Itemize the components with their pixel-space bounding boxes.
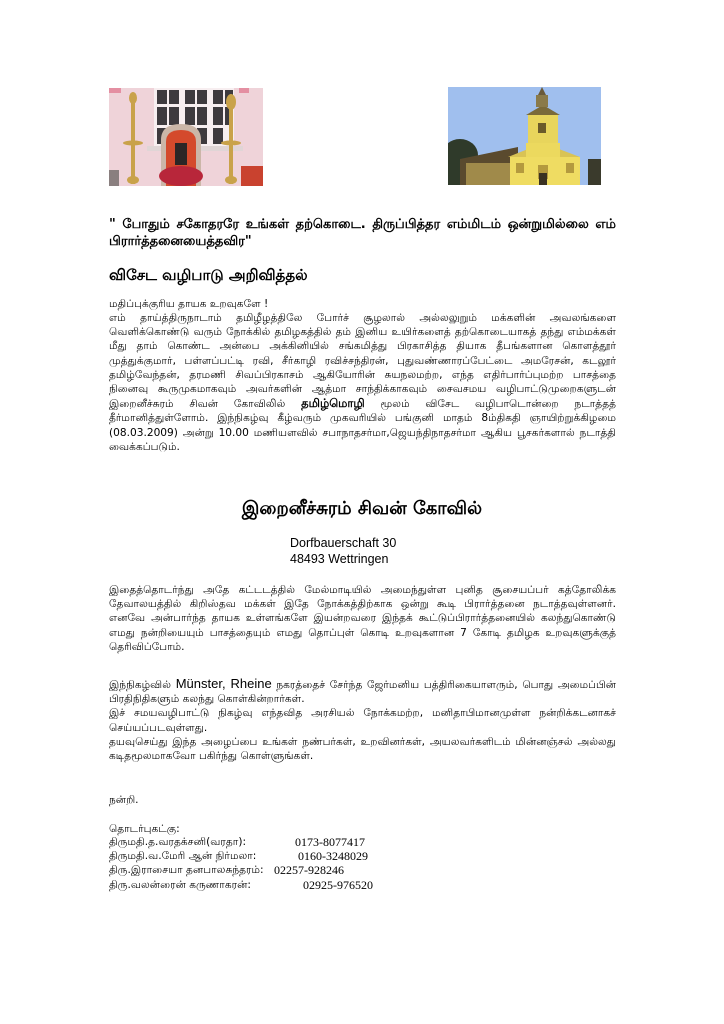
thanks-text: நன்றி.	[109, 794, 139, 806]
temple-shrine-image	[109, 88, 263, 186]
paragraph-text: நகரத்தைச் சேர்ந்த ஜேர்மனிய பத்திரிகையாளரும், பொது அமைப்பின் பிரதிநிதிகளும் கலந்து கொள்கின்றார்கள்.	[109, 679, 616, 706]
contact-name: திரு.வலன்ரைன் கருணாகரன்:	[109, 878, 251, 891]
paragraph-text: தயவுசெய்து இந்த அழைப்பை உங்கள் நண்பர்கள், உறவினர்கள், அயலவர்களிடம் மின்னஞ்சல் அல்லது கடிதமூலமாகவோ பகிர்ந்து கொள்ளுங்கள்.	[109, 735, 616, 763]
announcement-paragraph	[109, 311, 616, 454]
paragraph-text: இந்நிகழ்வில்	[109, 679, 176, 691]
paragraph-text: இச் சமயவழிபாட்டு நிகழ்வு எந்தவித அரசியல் நோக்கமற்ற, மனிதாபிமானமுள்ள நன்றிக்கடனாகச் செய்யப்படவுள்ளது.	[109, 707, 616, 734]
city-names: Münster, Rheine	[175, 676, 272, 691]
church-image	[448, 87, 601, 185]
contact-entry	[109, 878, 373, 892]
contact-name: திருமதி.த.வரதக்சனி(வரதா):	[109, 836, 247, 848]
paragraph-text: மூலம் விசேட வழிபாடொன்றை நடாத்தத் தீர்மானித்துள்ளோம். இந்நிகழ்வு கீழ்வரும் முகவரியில் பங்குனி மாதம் 8ம்திகதி ஞாயிற்றுக்கிழமை (08.03.2009) அன்று 10.00 மணியளவில் சபாநாதசர்மா,ஜெயந்திநாதசர்மா ஆகிய பூசகர்களால் நடாத்தி வைக்கப்படும்.	[109, 398, 616, 453]
address-city: 48493 Wettringen	[290, 552, 389, 566]
contact-phone: 0160-3248029	[298, 849, 368, 864]
address-street: Dorfbauerschaft 30	[290, 536, 397, 550]
contact-name: திருமதி.வ.மேரி ஆன் நிர்மலா:	[109, 850, 257, 863]
contact-entry	[109, 835, 373, 849]
announcement-heading: விசேட வழிபாடு அறிவித்தல்	[109, 266, 308, 284]
temple-address	[290, 535, 396, 567]
contact-list	[109, 835, 373, 892]
contact-name: திரு.இராசையா தனபாலசுந்தரம்:	[109, 864, 264, 877]
contact-label: தொடர்புகட்கு:	[109, 823, 180, 835]
temple-name-heading: இறைனீச்சுரம் சிவன் கோவில்	[241, 498, 483, 519]
church-prayer-paragraph: இதைத்தொடர்ந்து அதே கட்டடத்தில் மேல்மாடியில் அமைந்துள்ள புனித சூசையப்பர் கத்தோலிக்க தேவாலயத்தில் கிறிஸ்தவ மக்கள் இதே நோக்கத்திற்காக ஒன்று கூடி பிரார்த்தனை நடாத்தவுள்ளனர். எனவே அன்பார்ந்த தாயக உள்ளங்களே இயன்றவரை இந்தக் கூட்டுப்பிரார்த்தனையில் கலந்துகொண்டு எமது நன்றியையும் பாசத்தையும் எமது தொப்புள் கொடி உறவுகளான 7 கோடி தமிழக உறவுகளுக்குத் தெரிவிப்போம்.	[109, 584, 616, 653]
contact-entry	[109, 863, 373, 877]
contact-phone: 02925-976520	[303, 877, 373, 892]
contact-entry	[109, 849, 373, 863]
opening-quote: " போதும் சகோதரரே உங்கள் தற்கொடை. திருப்பித்தர எம்மிடம் ஒன்றுமில்லை எம் பிரார்த்தனையைத்தவிர"	[109, 217, 616, 249]
contact-phone: 0173-8077417	[295, 835, 365, 849]
participants-paragraph	[109, 677, 616, 763]
emphasized-word: தமிழ்மொழி	[301, 396, 365, 411]
paragraph-text: எம் தாய்த்திருநாடாம் தமிழீழத்திலே போர்ச் சூழலால் அல்லலுறும் மக்களின் அவலங்களை வெளிக்கொண்டு வரும் நோக்கில் தமிழகத்தில் தம் இனிய உயிர்களைத் தற்கொடையாகத் தந்து எம்மக்கள் மீது தாம் கொண்ட அன்பை அக்கினியில் சங்கமித்து பிரகாசித்த தியாக தீபங்களான கொளத்தூர் முத்துக்குமார், பள்ளப்பட்டி ரவி, சீர்காழி ரவிச்சந்திரன், புதுவண்ணாரப்பேட்டை அமரேசன், கடலூர் தமிழ்வேந்தன், தரமணி சிவப்பிரகாசம் ஆகியோரின் சுயநலமற்ற, எந்த எதிர்பார்ப்புமற்ற பாசத்தை நினைவு கூருமுகமாகவும் அவர்களின் ஆத்மா சாந்திக்காகவும் சைவசமய வழிபாட்டுமுறைகளுடன் இறைனீச்சுரம் சிவன் கோவிலில்	[109, 312, 616, 411]
contact-phone: 02257-928246	[274, 863, 344, 878]
salutation: மதிப்புக்குரிய தாயக உறவுகளே !	[109, 298, 269, 310]
